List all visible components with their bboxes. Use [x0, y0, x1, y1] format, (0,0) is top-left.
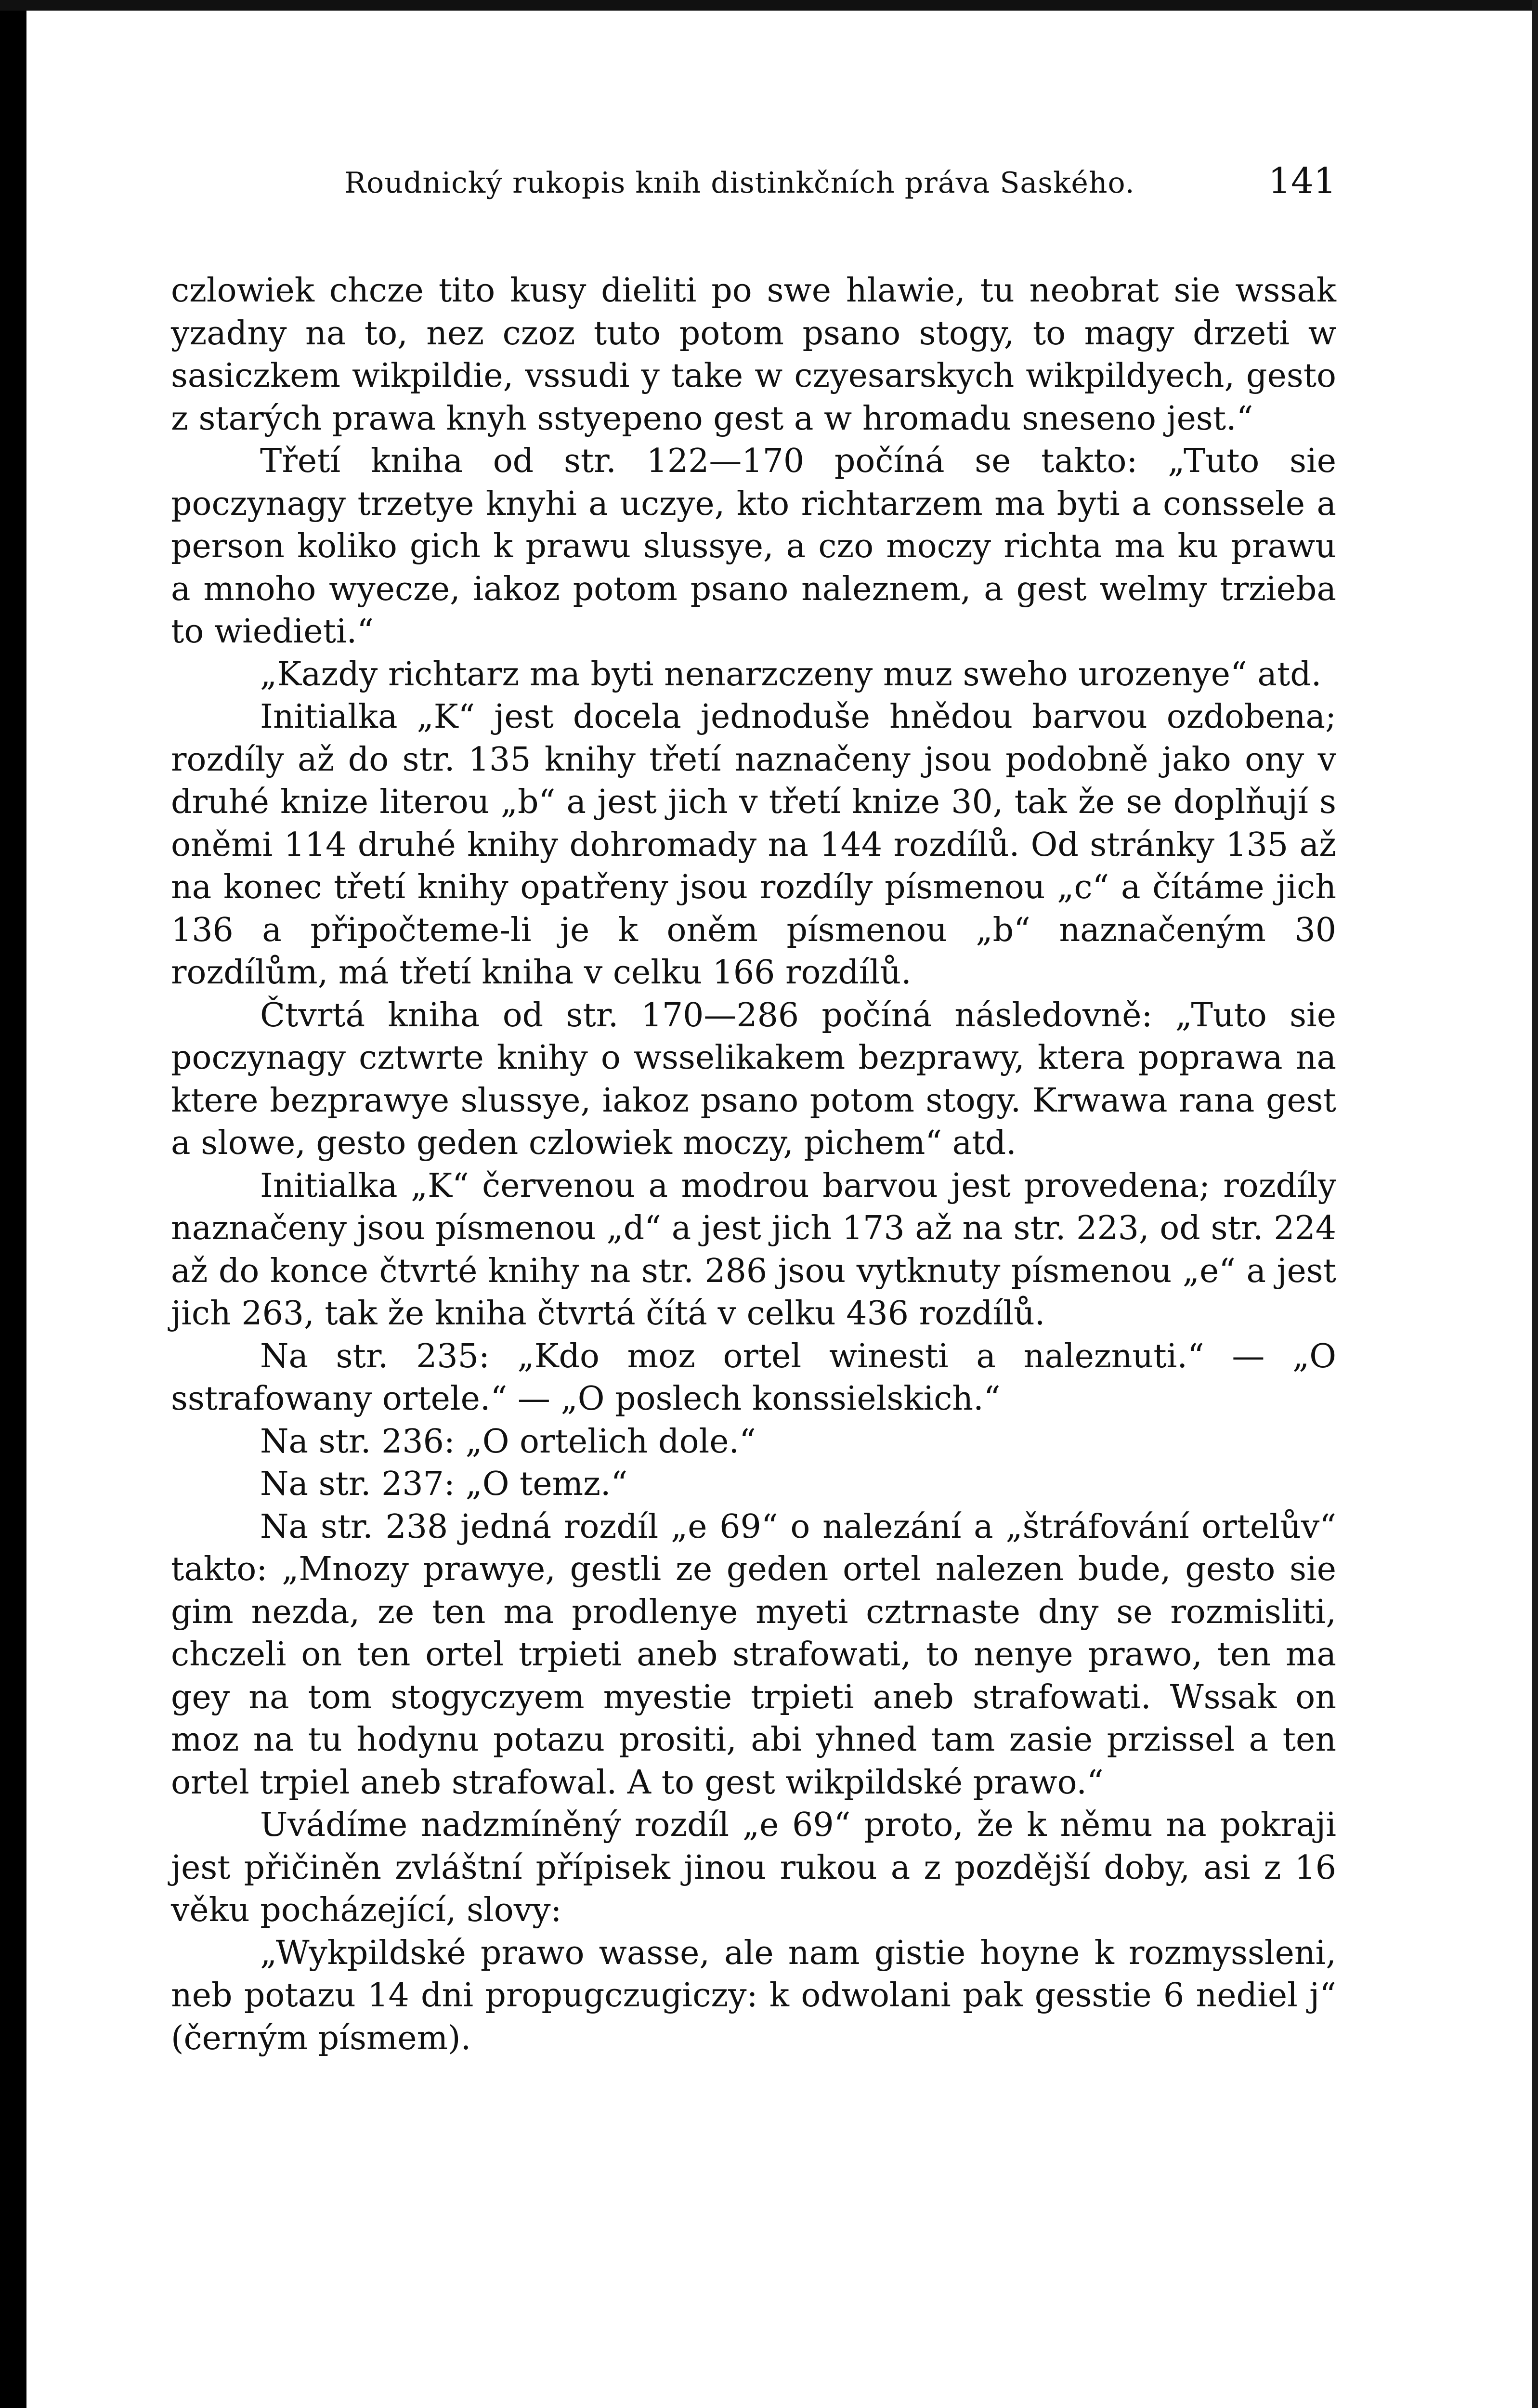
paragraph-page-235: Na str. 235: „Kdo moz ortel winesti a naleznuti.“ — „O sstrafowany ortele.“ — „O poslech konssielskich.“	[171, 1337, 1336, 1418]
scan-border-left	[0, 0, 26, 2408]
paragraph-annotation-quote: „Wykpildské prawo wasse, ale nam gistie hoyne k rozmyssleni, neb potazu 14 dni propugczugiczy: k odwolani pak gesstie 6 nediel j“ (černým písmem).	[171, 1934, 1336, 2057]
paragraph-page-237: Na str. 237: „O temz.“	[260, 1465, 628, 1503]
page-header	[171, 157, 1336, 209]
paragraph-initial-k-third: Initialka „K“ jest docela jednoduše hnědou barvou ozdobena; rozdíly až do str. 135 knihy třetí naznačeny jsou podobně jako ony v druhé knize literou „b“ a jest jich v třetí knize 30, tak že se doplňují s oněmi 114 druhé knihy dohromady na 144 rozdílů. Od stránky 135 až na konec třetí knihy opatřeny jsou rozdíly písmenou „c“ a čítáme jich 136 a připočteme-li je k oněm písmenou „b“ naznačeným 30 rozdílům, má třetí kniha v celku 166 rozdílů.	[171, 698, 1336, 992]
book-page	[171, 157, 1336, 2060]
paragraph-third-book: Třetí kniha od str. 122—170 počíná se takto: „Tuto sie poczynagy trzetye knyhi a uczye, kto richtarzem ma byti a conssele a person koliko gich k prawu slussye, a czo moczy richta ma ku prawu a mnoho wyecze, iakoz potom psano naleznem, a gest welmy trzieba to wiedieti.“	[171, 442, 1336, 651]
running-head: Roudnický rukopis knih distinkčních práva Saského.	[344, 166, 1135, 200]
scan-border-right	[1532, 0, 1538, 2408]
paragraph-fourth-book: Čtvrtá kniha od str. 170—286 počíná následovně: „Tuto sie poczynagy cztwrte knihy o wsselikakem bezprawy, ktera poprawa na ktere bezprawye slussye, iakoz psano potom stogy. Krwawa rana gest a slowe, gesto geden czlowiek moczy, pichem“ atd.	[171, 996, 1336, 1162]
paragraph-page-236: Na str. 236: „O ortelich dole.“	[260, 1422, 756, 1461]
paragraph-continuation: czlowiek chcze tito kusy dieliti po swe hlawie, tu neobrat sie wssak yzadny na to, nez czoz tuto potom psano stogy, to magy drzeti w sasiczkem wikpildie, vssudi y take w czyesarskych wikpildyech, gesto z starých prawa knyh sstyepeno gest a w hromadu sneseno jest.“	[171, 272, 1336, 438]
body-text	[171, 270, 1336, 2060]
page-number: 141	[1268, 160, 1336, 202]
paragraph-annotation-intro: Uvádíme nadzmíněný rozdíl „e 69“ proto, že k němu na pokraji jest přičiněn zvláštní přípisek jinou rukou a z pozdější doby, asi z 16 věku pocházející, slovy:	[171, 1806, 1336, 1929]
paragraph-page-238: Na str. 238 jedná rozdíl „e 69“ o nalezání a „štráfování ortelův“ takto: „Mnozy prawye, gestli ze geden ortel nalezen bude, gesto sie gim nezda, ze ten ma prodlenye myeti cztrnaste dny se rozmisliti, chczeli on ten ortel trpieti aneb strafowati, to nenye prawo, ten ma gey na tom stogyczyem myestie trpieti aneb strafowati. Wssak on moz na tu hodynu potazu prositi, abi yhned tam zasie przissel a ten ortel trpiel aneb strafowal. A to gest wikpildské prawo.“	[171, 1507, 1336, 1802]
paragraph-initial-k-fourth: Initialka „K“ červenou a modrou barvou jest provedena; rozdíly naznačeny jsou písmenou „d“ a jest jich 173 až na str. 223, od str. 224 až do konce čtvrté knihy na str. 286 jsou vytknuty písmenou „e“ a jest jich 263, tak že kniha čtvrtá čítá v celku 436 rozdílů.	[171, 1166, 1336, 1333]
paragraph-quote-richtar: „Kazdy richtarz ma byti nenarzczeny muz sweho urozenye“ atd.	[260, 655, 1322, 694]
scan-border-top	[0, 0, 1538, 11]
